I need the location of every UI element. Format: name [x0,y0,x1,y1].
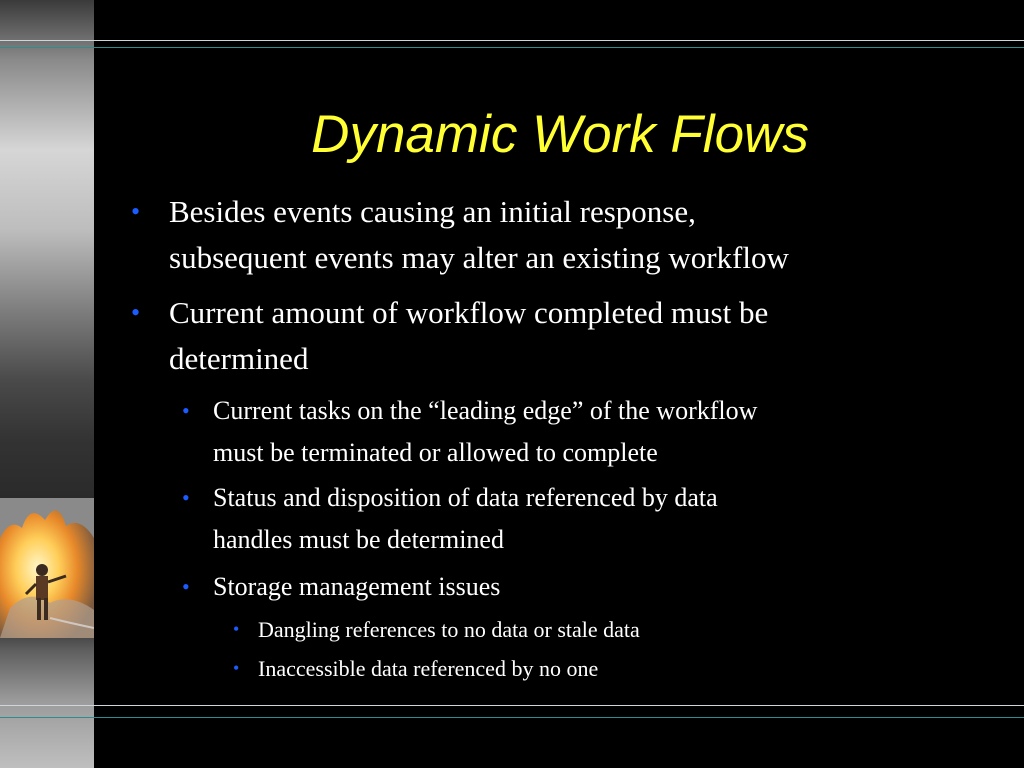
bullet-dot-icon: • [182,485,190,510]
sub-bullet-item [182,477,993,561]
bullet-text-line: Inaccessible data referenced by no one [258,656,599,681]
bullet-dot-icon: • [182,574,190,599]
bullet-item [131,189,999,281]
side-decor-panel [0,0,94,768]
firefighter-fire-photo-icon [0,498,94,638]
bottom-rule-light [0,705,1024,706]
bullet-dot-icon: • [182,398,190,423]
bullet-text-line: determined [169,341,309,376]
bullet-item [131,290,999,382]
slide-title: Dynamic Work Flows [311,105,809,164]
bullet-dot-icon: • [233,619,240,639]
bullet-text-line: Dangling references to no data or stale data [258,617,640,642]
sub-bullet-item [182,566,993,608]
sub-sub-bullet-item [233,612,998,647]
bullet-text-line: Status and disposition of data referenced by data [213,483,718,512]
bullet-dot-icon: • [233,658,240,678]
top-rule-light [0,40,1024,41]
bullet-text-line: Current tasks on the “leading edge” of the workflow [213,396,758,425]
sub-sub-bullet-item [233,651,998,686]
bullet-text-line: must be terminated or allowed to complete [213,438,658,467]
bullet-dot-icon: • [131,298,141,327]
bullet-dot-icon: • [131,197,141,226]
bullet-text-line: subsequent events may alter an existing workflow [169,240,789,275]
bullet-text-line: handles must be determined [213,525,504,554]
bottom-rule-teal [0,717,1024,718]
sub-bullet-item [182,390,993,474]
bullet-text-line: Besides events causing an initial response, [169,194,696,229]
top-rule-teal [0,47,1024,48]
bullet-text-line: Current amount of workflow completed must be [169,295,769,330]
bullet-text-line: Storage management issues [213,572,501,601]
